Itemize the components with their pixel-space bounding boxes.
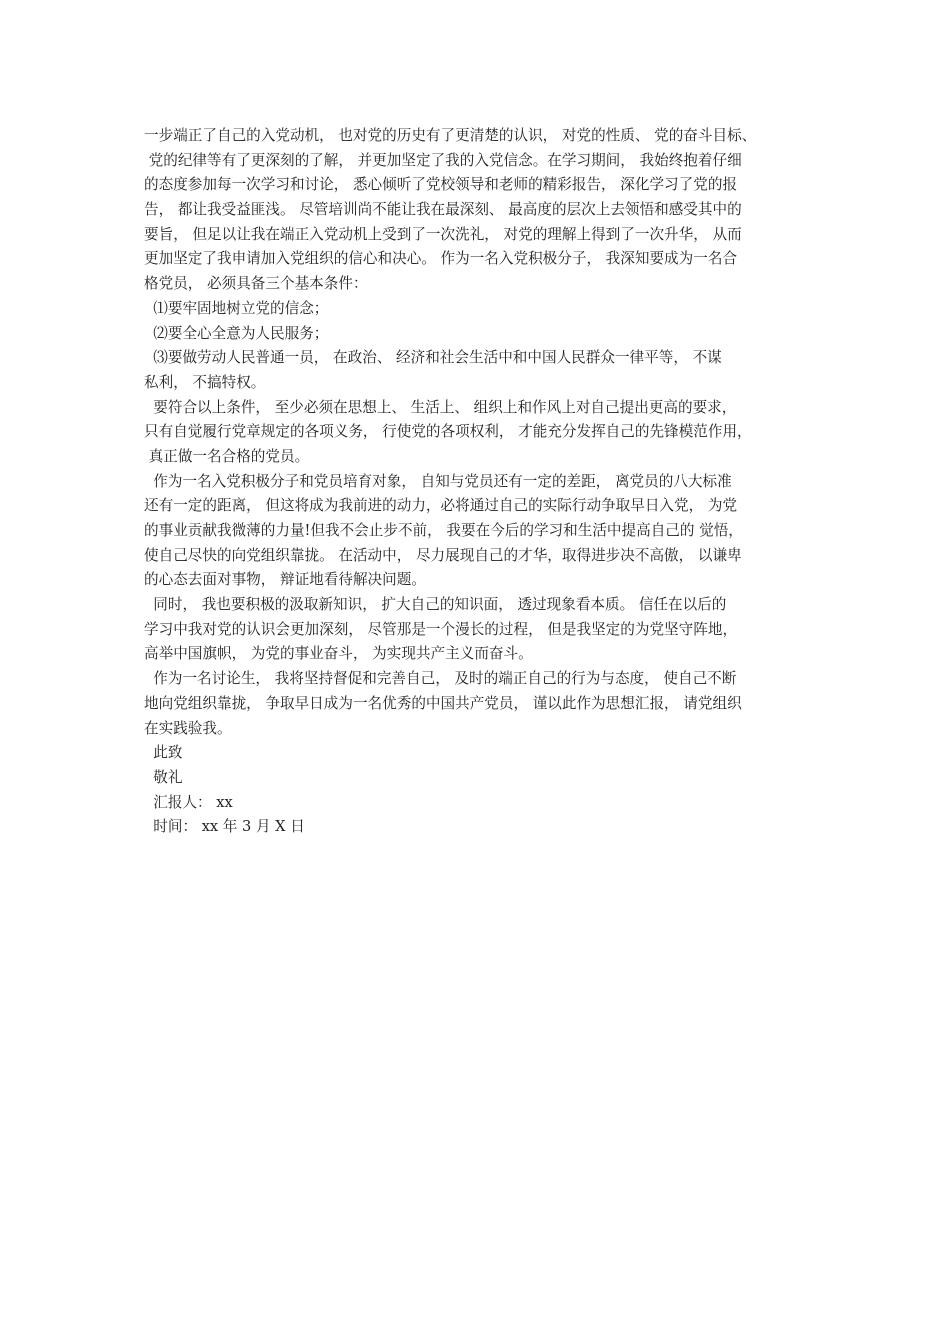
date-line: 时间： xx 年 3 月 X 日	[144, 818, 305, 836]
text-line: 作为一名讨论生， 我将坚持督促和完善自己， 及时的端正自己的行为与态度， 使自己不断	[144, 670, 737, 688]
report-body	[144, 124, 814, 840]
text-line: 还有一定的距离， 但这将成为我前进的动力，必将通过自己的实际行动争取早日入党， 为党	[144, 497, 738, 515]
text-line: 的态度参加每一次学习和讨论， 悉心倾听了党校领导和老师的精彩报告， 深化学习了党的报	[144, 176, 738, 194]
text-line: 更加坚定了我申请加入党组织的信心和决心。 作为一名入党积极分子， 我深知要成为一名合	[144, 250, 738, 268]
text-line: 要旨， 但足以让我在端正入党动机上受到了一次洗礼， 对党的理解上得到了一次升华， 从而	[144, 225, 742, 243]
closing-regards: 敬礼	[144, 768, 183, 786]
text-line: 真正做一名合格的党员。	[144, 447, 310, 465]
text-line: 同时， 我也要积极的汲取新知识， 扩大自己的知识面， 透过现象看本质。 信任在以后的	[144, 596, 727, 614]
text-line: 格党员， 必须具备三个基本条件：	[144, 275, 368, 293]
text-line: 地向党组织靠拢， 争取早日成为一名优秀的中国共产党员， 谨以此作为思想汇报， 请党组织	[144, 694, 742, 712]
text-line: 一步端正了自己的入党动机， 也对党的历史有了更清楚的认识， 对党的性质、 党的奋斗目标、	[144, 127, 757, 144]
closing-salutation: 此致	[144, 744, 183, 762]
text-line: 在实践验我。	[144, 719, 232, 737]
text-line: 的事业贡献我微薄的力量!但我不会止步不前， 我要在今后的学习和生活中提高自己的 觉悟，	[144, 522, 743, 539]
text-line: 作为一名入党积极分子和党员培育对象， 自知与党员还有一定的差距， 离党员的八大标准	[144, 472, 732, 490]
condition-item: ⑶要做劳动人民普通一员， 在政治、 经济和社会生活中和中国人民群众一律平等， 不谋	[144, 349, 722, 367]
text-line: 只有自觉履行党章规定的各项义务， 行使党的各项权利， 才能充分发挥自己的先锋模范作用，	[144, 423, 752, 441]
text-line: 学习中我对党的认识会更加深刻， 尽管那是一个漫长的过程， 但是我坚定的为党坚守阵地，	[144, 620, 738, 638]
text-line: 使自己尽快的向党组织靠拢。 在活动中， 尽力展现自己的才华，取得进步决不高傲， 以谦卑	[144, 546, 742, 564]
text-line: 党的纪律等有了更深刻的了解， 并更加坚定了我的入党信念。在学习期间， 我始终抱着仔细	[144, 151, 742, 169]
text-line: 私利， 不搞特权。	[144, 373, 266, 391]
text-line: 高举中国旗帜， 为党的事业奋斗， 为实现共产主义而奋斗。	[144, 645, 533, 663]
text-line: 告， 都让我受益匪浅。 尽管培训尚不能让我在最深刻、 最高度的层次上去领悟和感受其中的	[144, 201, 742, 219]
text-line: 要符合以上条件， 至少必须在思想上、 生活上、 组织上和作风上对自己提出更高的要求，	[144, 398, 737, 416]
reporter-line: 汇报人： xx	[144, 793, 233, 811]
condition-item: ⑴要牢固地树立党的信念；	[144, 299, 329, 317]
condition-item: ⑵要全心全意为人民服务；	[144, 324, 329, 342]
text-line: 的心态去面对事物， 辩证地看待解决问题。	[144, 571, 426, 589]
